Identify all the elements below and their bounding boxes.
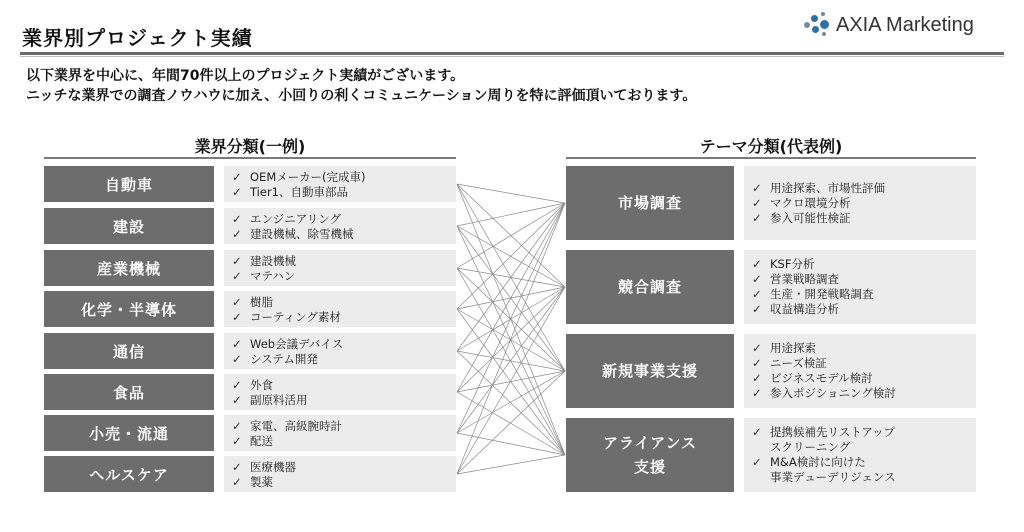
industry-retail-distribution-details <box>224 415 456 451</box>
check-icon: ✓ <box>232 170 242 184</box>
list-item: ✓ KSF分析 <box>752 257 815 271</box>
list-item: ✓ 製薬 <box>232 475 273 489</box>
list-item: ✓ ニーズ検証 <box>752 356 827 370</box>
check-icon: ✓ <box>232 269 242 283</box>
list-item: ✓ ビジネスモデル検討 <box>752 371 873 385</box>
check-icon: ✓ <box>232 352 242 366</box>
industry-label: 建設 <box>112 217 145 236</box>
connector-line <box>457 371 565 474</box>
theme-market-research-details <box>744 166 976 240</box>
industry-healthcare <box>44 456 214 492</box>
list-item: ✓ 生産・開発戦略調査 <box>752 287 874 301</box>
connector-line <box>457 203 565 226</box>
industry-automotive <box>44 166 214 202</box>
theme-alliance-support-details <box>744 418 976 492</box>
list-item: ✓ 収益構造分析 <box>752 302 839 316</box>
check-icon: ✓ <box>752 425 762 439</box>
list-item: ✓ 営業戦略調査 <box>752 272 839 286</box>
theme-new-business-support: 新規事業支援 <box>566 334 734 408</box>
list-item-continuation: スクリーニング <box>770 440 851 454</box>
industry-label: 通信 <box>112 342 145 361</box>
industry-industrial-machinery <box>44 250 214 286</box>
list-item: ✓ 用途探索、市場性評価 <box>752 180 885 195</box>
check-icon: ✓ <box>232 434 242 448</box>
industry-chemical-semiconductor <box>44 291 214 327</box>
connector-line <box>457 226 565 455</box>
page-title: 業界別プロジェクト実績 <box>22 26 253 50</box>
check-icon: ✓ <box>752 195 762 210</box>
connector-line <box>457 226 565 371</box>
check-icon: ✓ <box>752 371 762 385</box>
check-icon: ✓ <box>752 210 762 225</box>
industry-label: 小売・流通 <box>88 424 169 443</box>
check-icon: ✓ <box>752 455 762 469</box>
list-item: ✓ 医療機器 <box>232 460 296 474</box>
industry-heading: 業界分類(一例) <box>194 137 306 156</box>
check-icon: ✓ <box>232 393 242 407</box>
check-icon: ✓ <box>232 337 242 351</box>
intro-line-1: 以下業界を中心に、年間70件以上のプロジェクト実績がございます。 <box>26 68 465 84</box>
list-item: ✓ Web会議デバイス <box>232 337 344 351</box>
list-item: ✓ 家電、高級腕時計 <box>232 419 342 433</box>
connector-line <box>457 433 565 455</box>
check-icon: ✓ <box>232 295 242 309</box>
check-icon: ✓ <box>752 302 762 316</box>
check-icon: ✓ <box>232 475 242 489</box>
list-item: ✓ システム開発 <box>232 352 318 366</box>
theme-new-business-support-details <box>744 334 976 408</box>
connector-line <box>457 268 565 371</box>
intro-line-2: ニッチな業界での調査ノウハウに加え、小回りの利くコミュニケーション周りを特に評価頂いております。 <box>26 88 697 104</box>
industry-retail-distribution <box>44 415 214 451</box>
list-item: ✓ 外食 <box>232 378 273 392</box>
list-item: ✓ マクロ環境分析 <box>752 195 851 210</box>
industry-telecom <box>44 333 214 369</box>
connector-line <box>457 184 565 203</box>
theme-competitor-research-details <box>744 250 976 324</box>
theme-heading: テーマ分類(代表例) <box>699 137 843 156</box>
industry-construction <box>44 208 214 244</box>
list-item: ✓ 建設機械、除雪機械 <box>232 227 354 241</box>
industry-chemical-semiconductor-details <box>224 291 456 327</box>
list-item: ✓ 用途探索 <box>752 341 816 355</box>
list-item: ✓ M&A検討に向けた <box>752 455 866 469</box>
check-icon: ✓ <box>232 460 242 474</box>
list-item: ✓ 参入可能性検証 <box>752 210 851 225</box>
theme-alliance-support: アライアンス 支援 <box>566 418 734 492</box>
list-item: ✓ 副原料活用 <box>232 393 308 407</box>
check-icon: ✓ <box>752 257 762 271</box>
connector-line <box>457 351 565 371</box>
check-icon: ✓ <box>232 185 242 199</box>
connector-line <box>457 203 565 309</box>
check-icon: ✓ <box>752 180 762 195</box>
theme-market-research: 市場調査 <box>566 166 734 240</box>
industry-construction-details <box>224 208 456 244</box>
connector-line <box>457 287 565 392</box>
list-item: ✓ 建設機械 <box>232 254 296 268</box>
check-icon: ✓ <box>752 272 762 286</box>
industry-food <box>44 374 214 410</box>
industry-label: 産業機械 <box>96 259 161 278</box>
check-icon: ✓ <box>232 419 242 433</box>
theme-competitor-research: 競合調査 <box>566 250 734 324</box>
industry-label: 食品 <box>112 383 145 402</box>
industry-healthcare-details <box>224 456 456 492</box>
industry-label: ヘルスケア <box>89 465 169 484</box>
check-icon: ✓ <box>752 386 762 400</box>
list-item: ✓ 参入ポジショニング検討 <box>752 386 896 400</box>
connector-line <box>457 455 565 474</box>
check-icon: ✓ <box>752 341 762 355</box>
logo-text: AXIA Marketing <box>836 13 974 36</box>
list-item: ✓ 配送 <box>232 434 273 448</box>
list-item-continuation: 事業デューデリジェンス <box>770 470 896 484</box>
check-icon: ✓ <box>752 287 762 301</box>
list-item: ✓ 提携候補先リストアップ <box>752 425 896 439</box>
check-icon: ✓ <box>232 212 242 226</box>
list-item: ✓ コーティング素材 <box>232 310 341 324</box>
industry-telecom-details <box>224 333 456 369</box>
industry-label: 化学・半導体 <box>80 300 177 319</box>
connector-line <box>457 351 565 455</box>
connector-line <box>457 371 565 392</box>
check-icon: ✓ <box>232 310 242 324</box>
connector-line <box>457 203 565 392</box>
list-item: ✓ OEMメーカー(完成車) <box>232 170 366 184</box>
industry-industrial-machinery-details <box>224 250 456 286</box>
list-item: ✓ Tier1、自動車部品 <box>232 185 348 199</box>
connector-line <box>457 287 565 433</box>
check-icon: ✓ <box>232 254 242 268</box>
check-icon: ✓ <box>232 227 242 241</box>
check-icon: ✓ <box>752 356 762 370</box>
list-item: ✓ エンジニアリング <box>232 212 342 226</box>
industry-automotive-details <box>224 166 456 202</box>
list-item: ✓ 樹脂 <box>232 295 273 309</box>
check-icon: ✓ <box>232 378 242 392</box>
list-item: ✓ マテハン <box>232 269 296 283</box>
industry-label: 自動車 <box>104 175 153 194</box>
industry-food-details <box>224 374 456 410</box>
